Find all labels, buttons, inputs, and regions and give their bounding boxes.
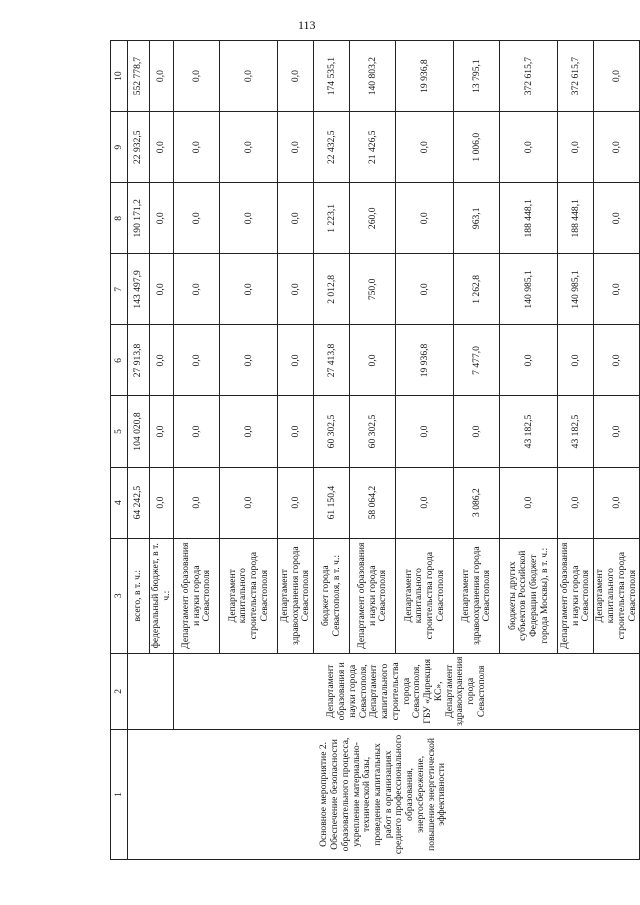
value-cell: 0,0 [500,112,558,183]
value-cell: 552 778,7 [128,41,150,112]
col-header: 4 [111,467,128,538]
value-cell: 188 448,1 [558,183,594,254]
value-cell: 0,0 [150,254,174,325]
col-header: 6 [111,325,128,396]
col-header: 10 [111,41,128,112]
value-cell: 140 985,1 [500,254,558,325]
col-header: 5 [111,396,128,467]
source-cell: Департамент здравоохранения города Севастополя [278,538,314,653]
value-cell: 190 171,2 [128,183,150,254]
value-cell: 0,0 [150,467,174,538]
value-cell: 0,0 [174,396,220,467]
page-number: 113 [298,18,316,32]
value-cell: 0,0 [174,41,220,112]
value-cell: 0,0 [220,325,278,396]
col-header: 1 [111,729,128,859]
value-cell: 13 795,1 [454,41,500,112]
value-cell: 64 242,5 [128,467,150,538]
value-cell: 0,0 [220,183,278,254]
value-cell: 0,0 [500,325,558,396]
value-cell: 104 020,8 [128,396,150,467]
value-cell: 0,0 [220,41,278,112]
col-header: 7 [111,254,128,325]
value-cell: 140 985,1 [558,254,594,325]
col-header: 3 [111,538,128,653]
value-cell: 0,0 [396,396,454,467]
value-cell: 0,0 [594,467,640,538]
value-cell: 27 913,8 [128,325,150,396]
value-cell: 0,0 [278,396,314,467]
value-cell: 0,0 [594,112,640,183]
value-cell: 0,0 [594,325,640,396]
value-cell: 0,0 [174,254,220,325]
value-cell: 0,0 [396,112,454,183]
value-cell: 0,0 [594,41,640,112]
value-cell: 1 262,8 [454,254,500,325]
value-cell: 19 936,8 [396,41,454,112]
value-cell: 0,0 [174,112,220,183]
budget-table [110,40,640,860]
value-cell: 0,0 [278,254,314,325]
value-cell: 19 936,8 [396,325,454,396]
source-cell: Департамент капитального строительства города Севастополя [594,538,640,653]
value-cell: 2 012,8 [314,254,350,325]
value-cell: 22 432,5 [314,112,350,183]
rotated-table-container [110,40,638,860]
col-header: 2 [111,653,128,729]
value-cell: 61 150,4 [314,467,350,538]
value-cell: 0,0 [594,183,640,254]
source-cell: Департамент образования и науки города Севастополя [558,538,594,653]
source-cell: бюджеты других субъектов Российской Федерации (бюджет города Москвы), в т. ч.: [500,538,558,653]
value-cell: 0,0 [150,183,174,254]
value-cell: 372 615,7 [500,41,558,112]
value-cell: 372 615,7 [558,41,594,112]
value-cell: 22 932,5 [128,112,150,183]
value-cell: 0,0 [174,467,220,538]
col-header: 9 [111,112,128,183]
responsible-name: Департамент образования и науки города Севастополя, Департамент капитального строительства города Севастополя, ГБУ «Дирекция КС», Департамент здравоохранения города Севастополя [174,653,640,729]
source-cell: бюджет города Севастополя, в т. ч.: [314,538,350,653]
value-cell: 0,0 [454,396,500,467]
value-cell: 7 477,0 [454,325,500,396]
value-cell: 60 302,5 [314,396,350,467]
value-cell: 3 086,2 [454,467,500,538]
value-cell: 43 182,5 [558,396,594,467]
value-cell: 0,0 [396,467,454,538]
value-cell: 0,0 [594,396,640,467]
source-cell: федеральный бюджет, в т. ч.: [150,538,174,653]
responsible-blank [128,653,174,729]
value-cell: 0,0 [150,112,174,183]
source-cell: Департамент здравоохранения города Севастополя [454,538,500,653]
value-cell: 188 448,1 [500,183,558,254]
source-cell: Департамент капитального строительства города Севастополя [220,538,278,653]
header-row [111,41,128,860]
value-cell: 1 223,1 [314,183,350,254]
value-cell: 0,0 [396,254,454,325]
source-cell: Департамент капитального строительства города Севастополя [396,538,454,653]
value-cell: 140 803,2 [350,41,396,112]
activity-name: Основное мероприятие 2. Обеспечение безопасности образовательного процесса, укрепление материально-технической базы, проведение капитальных работ в организациях среднего профессионального образования, энергосбережение, повышение энергетической эффективности [128,729,640,859]
value-cell: 0,0 [500,467,558,538]
value-cell: 0,0 [220,112,278,183]
value-cell: 0,0 [150,325,174,396]
value-cell: 43 182,5 [500,396,558,467]
value-cell: 21 426,5 [350,112,396,183]
value-cell: 0,0 [558,112,594,183]
value-cell: 0,0 [278,467,314,538]
value-cell: 0,0 [220,254,278,325]
value-cell: 963,1 [454,183,500,254]
source-cell: всего, в т. ч.: [128,538,150,653]
value-cell: 60 302,5 [350,396,396,467]
value-cell: 27 413,8 [314,325,350,396]
value-cell: 58 064,2 [350,467,396,538]
value-cell: 0,0 [278,325,314,396]
value-cell: 174 535,1 [314,41,350,112]
source-cell: Департамент образования и науки города Севастополя [350,538,396,653]
col-header: 8 [111,183,128,254]
value-cell: 0,0 [220,396,278,467]
value-cell: 260,0 [350,183,396,254]
value-cell: 0,0 [174,325,220,396]
value-cell: 0,0 [558,325,594,396]
value-cell: 0,0 [396,183,454,254]
value-cell: 0,0 [278,183,314,254]
value-cell: 143 497,9 [128,254,150,325]
value-cell: 0,0 [350,325,396,396]
value-cell: 0,0 [594,254,640,325]
value-cell: 0,0 [278,41,314,112]
value-cell: 0,0 [278,112,314,183]
source-cell: Департамент образования и науки города Севастополя [174,538,220,653]
value-cell: 0,0 [150,396,174,467]
value-cell: 0,0 [174,183,220,254]
value-cell: 750,0 [350,254,396,325]
value-cell: 0,0 [150,41,174,112]
value-cell: 0,0 [558,467,594,538]
value-cell: 0,0 [220,467,278,538]
table-row [128,41,150,860]
value-cell: 1 006,0 [454,112,500,183]
